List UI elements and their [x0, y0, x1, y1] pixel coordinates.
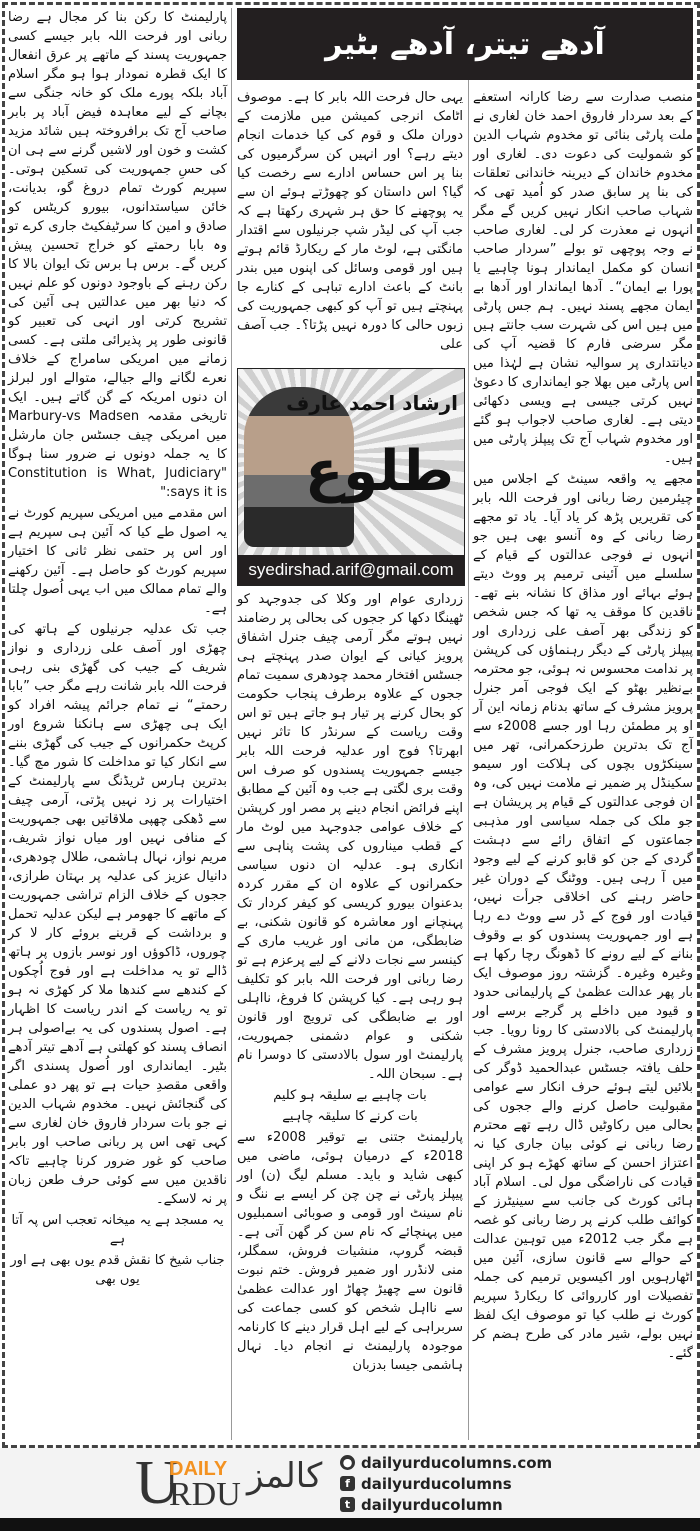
author-name: ارشاد احمد عارف: [286, 391, 458, 415]
website-link[interactable]: ● dailyurducolumns.com: [340, 1452, 552, 1473]
globe-icon: ●: [340, 1455, 355, 1470]
headline: آدھے تیتر، آدھے بٹیر: [237, 8, 693, 80]
paragraph: جب تک عدلیہ جرنیلوں کے ہاتھ کی چھڑی اور آصف علی زرداری و نواز شریف کے جیب کی گھڑی بنی رہی فرحت اللہ بابر شانت رہے مگر جب ”بابا رحمتے“ نے تمام جرائم پیشہ افراد کو ایک ہی چھڑی سے ہانکنا شروع اور کرپٹ حکمرانوں کے جیب کی گھڑی بننے سے انکار کیا تو مداخلت کا شور مچ گیا۔ بدترین ہارس ٹریڈنگ سے پارلیمنٹ کے اختیارات پر زد نہیں پڑتی، آرمی چیف سے ڈھکی چھپی ملاقاتیں بھی جمہوریت کے منافی نہیں اور میاں نواز شریف، مریم نواز، نہال ہاشمی، طلال چودھری، دانیال عزیز کی عدلیہ پر بہتان طرازی، ججوں کے خلاف الزام تراشی جمہوریت کے ماتھے کا جھومر ہے لیکن عدلیہ تحمل و برداشت کے قرینے بروئے کار لا کر چوروں، ڈاکوؤں اور نوسر بازوں پر ہاتھ ڈالے تو یہ مداخلت ہے اور فوج اُچکوں کے کندھے سے کندھا ملا کر کھڑی نہ ہو تو یہ ریاست کے اندر ریاست کا اظہار ہے۔ اصول پسندوں کی یہ بےاصولی ہر انصاف پسند کو کھلتی ہے آدھے تیتر آدھے بٹیر۔ ایمانداری اور اُصول پسندی اگر واقعی مقصدِ حیات ہے تو پھر دو عملی کی گنجائش نہیں۔ مخدوم شہاب الدین نے جو بات سردار فاروق خان لغاری سے کہی تھی اس پر ربانی صاحب اور بابر صاحب کو غور ضرور کرنا چاہیے تاکہ ناقدین میں سے کوئی حرف طعن زبان پر نہ لاسکے۔: [8, 622, 227, 1207]
facebook-icon: f: [340, 1476, 355, 1491]
author-box: [237, 368, 465, 586]
footer: [0, 1448, 700, 1518]
twitter-link[interactable]: t dailyurducolumn: [340, 1494, 552, 1515]
verse-line: بات کرنے کا سلیقہ چاہیے: [282, 1109, 418, 1124]
social-links: [340, 1452, 552, 1515]
paragraph: پارلیمنٹ کا رکن بنا کر مجال ہے رضا ربانی اور فرحت اللہ بابر جیسے کسی جمہوریت پسند کے ماتھے پر عرق انفعال کا ایک قطرہ نمودار ہوا ہو مگر اسلام آباد بلکہ پورے ملک کو خانہ جنگی سے بچانے کے لیے معاہدہ فیض آباد پر بابر صاحب آج تک برافروختہ ہیں شائد مزید کشت و خون اور لاشیں گرنے سے ہی ان کی حسِ جمہوریت کی تسکین ہوتی۔ سپریم کورٹ تمام دروغ گو، بدیانت، خائن سیاستدانوں، بیورو کریٹس کو صادق و امین کا سرٹیفکیٹ جاری کرے تو وہ بابا رحمتے کو خراج تحسین پیش کریں گے۔ برس ہا برس تک ایوان بالا کا رکن رہنے کے باوجود دونوں کو علم نہیں کہ دنیا بھر میں عدالتیں ہی آئین کی تشریح کرتی اور انہی کی تعبیر کو قانونی طور پر پذیرائی ملتی ہے۔ کسی زمانے میں امریکی سامراج کے خلاف نعرے لگانے والے جیالے، متوالے اور لبرلز ان دنوں امریکہ کے گن گاتے ہیں۔ ایک تاریخی مقدمہ Marbury-vs Madsen میں امریکی چیف جسٹس جان مارشل کا یہ جملہ دونوں نے ضرور سنا ہوگا "Constitution is What, Judiciary says it is:": [8, 10, 227, 500]
footer-bar: [0, 1518, 700, 1531]
column-divider: [468, 8, 469, 1440]
paragraph: زرداری عوام اور وکلا کی جدوجہد کو ٹھینگا دکھا کر ججوں کی بحالی پر رضامند نہیں ہوتے مگر آرمی چیف جنرل اشفاق پرویز کیانی کے ایوان صدر پہنچتے ہی جسٹس افتخار محمد چودھری سمیت تمام ججوں کے علاوہ برطرف پنجاب حکومت کو بحال کرنے پر تیار ہو جاتے ہیں تو اس وقت ریاست کے سرنڈر کا تاثر نہیں ابھرتا؟ فوج اور عدلیہ فرحت اللہ بابر جیسے جمہوریت پسندوں کو صرف اس وقت بری لگتی ہے جب وہ آئین کے مطابق اپنے فرائض انجام دینے پر مصر اور کرپشن کے خلاف عوامی جدوجہد میں لوٹ مار کے قطب میناروں کی پشت پناہی سے انکاری ہو۔ عدلیہ ان دنوں سیاسی حکمرانوں کے علاوہ ان کے مقرر کردہ بدعنوان بیورو کریسی کو کیفر کردار تک پہنچانے اور معاشرہ کو قانون شکنی، بے ضابطگی، من مانی اور غریب ماری کے کینسر سے نجات دلانے کے لیے پرعزم ہے تو رضا ربانی اور فرحت اللہ بابر کو تکلیف ہو رہی ہے۔ کیا کرپشن کا فروغ، نااہلی اور بے ضابطگی کی ترویج اور قانون شکنی و عوام دشمنی جمہوریت، پارلیمنٹ اور سول بالادستی کا دوسرا نام ہے۔ سبحان اللہ۔: [236, 592, 463, 1082]
paragraph: پارلیمنٹ جتنی بے توقیر 2008ء سے 2018ء کے درمیان ہوئی، ماضی میں کبھی شاید و باید۔ مسلم لیگ (ن) اور پیپلز پارٹی نے چن چن کر ایسے بے ننگ و نام سینٹ اور قومی و صوبائی اسمبلیوں میں پہنچائے کہ نام سن کر گھن آتی ہے۔ قبضہ گروپ، منشیات فروش، سمگلر، منی لانڈرر اور ضمیر فروش۔ ختم نبوت قانون سے چھیڑ چھاڑ اور عدالت عظمیٰ سے نااہل شخص کو کسی جماعت کی سربراہی کے لیے اہل قرار دینے کا کارنامہ موجودہ پارلیمنٹ نے انجام دیا۔ نہال ہاشمی جیسا بدزبان: [237, 1130, 463, 1373]
facebook-link[interactable]: f dailyurducolumns: [340, 1473, 552, 1494]
paragraph: مجھے یہ واقعہ سینٹ کے اجلاس میں چیئرمین رضا ربانی اور فرحت اللہ بابر کی تقریریں پڑھ کر یاد آیا۔ یاد تو مجھے رضا ربانی کے وہ آنسو بھی ہیں جو انہوں نے فوجی عدالتوں کے قیام کے سلسلے میں آئینی ترمیم پر ووٹ دیتے ہوئے بہائے اور مذاق کا نشانہ بنے تھے۔ ناقدین کا موقف یہ تھا کہ جس شخص کو زندگی بھر آصف علی زرداری اور پیپلز پارٹی کے دیگر رہنماؤں کی کرپشن پر ندامت محسوس نہ ہوئی، جو محترمہ بےنظیر بھٹو کے ایک فوجی آمر جنرل پرویز مشرف کے ساتھ بدنام زمانہ این آر او پر مطمئن رہا اور جسے 2008ء سے آج تک بدترین طرزحکمرانی، تھر میں سینکڑوں بچوں کی ہلاکت اور سیمو سکینڈل پر ضمیر نے ملامت نہیں کی، وہ ان فوجی عدالتوں کے قیام پر پریشان ہے جو ملک کی جملہ سیاسی اور مذہبی جماعتوں کے اتفاق رائے سے دہشت گردی کے جن کو قابو کرنے کے لیے وجود میں آ رہی ہیں۔ ووٹنگ کے دوران غیر حاضر رہنے کی اخلاقی جرأت نہیں، قیادت اور فوج کے ڈر سے ووٹ دے رہا ہے اور جمہوریت پسندوں کو بے وقوف بنانے کے لیے رونے کا ڈھونگ رچا رکھا ہے وغیرہ وغیرہ۔ گزشتہ روز موصوف ایک بار پھر عدالت عظمیٰ کے پارلیمانی حدود و قیود میں داخلے پر گرجے برسے اور پارلیمنٹ کی بالادستی کا رونا رویا۔ جب زرداری صاحب، جنرل پرویز مشرف کے حلف یافتہ جسٹس عبدالحمید ڈوگر کی بلائیں لیتے ہوئے حرف انکار سے عوامی مقبولیت حاصل کرنے والے ججوں کی بحالی میں رکاوٹیں ڈال رہے تھے محترم رضا ربانی نے کوئی بیان جاری کیا نہ اعتزاز احسن کے ساتھ کھڑے ہو کر اپنی قیادت کی ناراضگی مول لی۔ اسلام آباد ہائی کورٹ کی جانب سے سینیٹرز کے کوائف طلب کرنے پر رضا ربانی کو غصہ ہے مگر جب 2012ء میں توہین عدالت کے حوالے سے قانون سازی، آئین میں اٹھارہویں اور اکیسویں ترمیم کی جملہ تفصیلات اور کارروائی کا ریکارڈ سپریم کورٹ نے طلب کیا تو موصوف ایک لفظ نہیں بولے، شیر مادر کی طرح ہضم کر گئے۔: [473, 472, 694, 1361]
verse-line: یہ مسجد ہے یہ میخانہ تعجب اس پہ آتا ہے: [11, 1213, 224, 1247]
column-divider: [231, 8, 232, 1440]
column-middle-bottom: [237, 590, 463, 1375]
author-email[interactable]: syedirshad.arif@gmail.com: [238, 555, 464, 585]
column-middle-top: [237, 88, 463, 354]
paragraph: یہی حال فرحت اللہ بابر کا ہے۔ موصوف اٹامک انرجی کمیشن میں ملازمت کے دوران ملک و قوم کی کیا خدمات انجام دیتے رہے؟ اور انہیں کن سرگرمیوں کی بنا پر اس حساس ادارے سے رخصت کیا گیا؟ اس داستان کو چھوڑتے ہوئے ان سے یہ پوچھنے کا حق ہر شہری رکھتا ہے کہ جب آپ کی لیڈر شپ جرنیلوں سے اقتدار مانگتی ہے، لوٹ مار کے ریکارڈ قائم ہوتے ہیں اور قومی وسائل کی اپنوں میں بندر بانٹ کے باعث ادارے تباہی کے کنارے جا پہنچتے ہیں تو آپ کو کبھی جمہوریت کی زبوں حالی کا دورہ نہیں پڑتا؟۔ جب آصف علی: [237, 90, 463, 352]
verse-line: جناب شیخ کا نقش قدم یوں بھی ہے اور یوں بھی: [10, 1253, 225, 1287]
daily-urdu-columns-logo: U DAILY RDU کالمز: [135, 1449, 323, 1517]
column-right: [473, 88, 693, 1363]
paragraph: اس مقدمے میں امریکی سپریم کورٹ نے یہ اصول طے کیا کہ آئین ہی سپریم ہے اور اس پر حتمی نظر ثانی کا اختیار سپریم کورٹ کو حاصل ہے۔ آئین رکھنے والے تمام ممالک میں اب یہی اُصول چلتا ہے۔: [8, 506, 227, 616]
column-name-logo: طلوع: [305, 439, 454, 504]
column-left: [8, 8, 227, 1289]
paragraph: منصب صدارت سے رضا کارانہ استعفے کے بعد سردار فاروق احمد خان لغاری نے ملت پارٹی بنائی تو مخدوم شہاب الدین کو شمولیت کی دعوت دی۔ لغاری اور مخدوم خاندان کے دیرینہ خاندانی تعلقات کی بنا پر سابق صدر کو اُمید تھی کہ شہاب صاحب انکار نہیں کریں گے مگر انہوں نے معذرت کر لی۔ لغاری صاحب نے وجہ پوچھی تو بولے ”سردار صاحب انسان کو مکمل ایماندار ہونا چاہیے یا پورا بے ایمان“۔ آدھا ایماندار اور آدھا بے ایمان مجھے پسند نہیں۔ ہم جس پارٹی میں ہیں اس کی شہرت سب جانتے ہیں مگر سرضی فارم کا قضیہ آپ کی دیانتداری پر سوالیہ نشان ہے لہٰذا میں اس پارٹی میں بھلا جو ایمانداری کا دعویٰ نہیں کرتی جیسی ہے ویسی دکھائی دیتی ہے۔ لغاری صاحب لاجواب ہو گئے اور مخدوم شہاب آج تک پیپلز پارٹی میں ہیں۔: [473, 90, 693, 466]
verse-line: بات چاہیے بے سلیقہ ہو کلیم: [273, 1088, 427, 1103]
twitter-icon: t: [340, 1497, 355, 1512]
